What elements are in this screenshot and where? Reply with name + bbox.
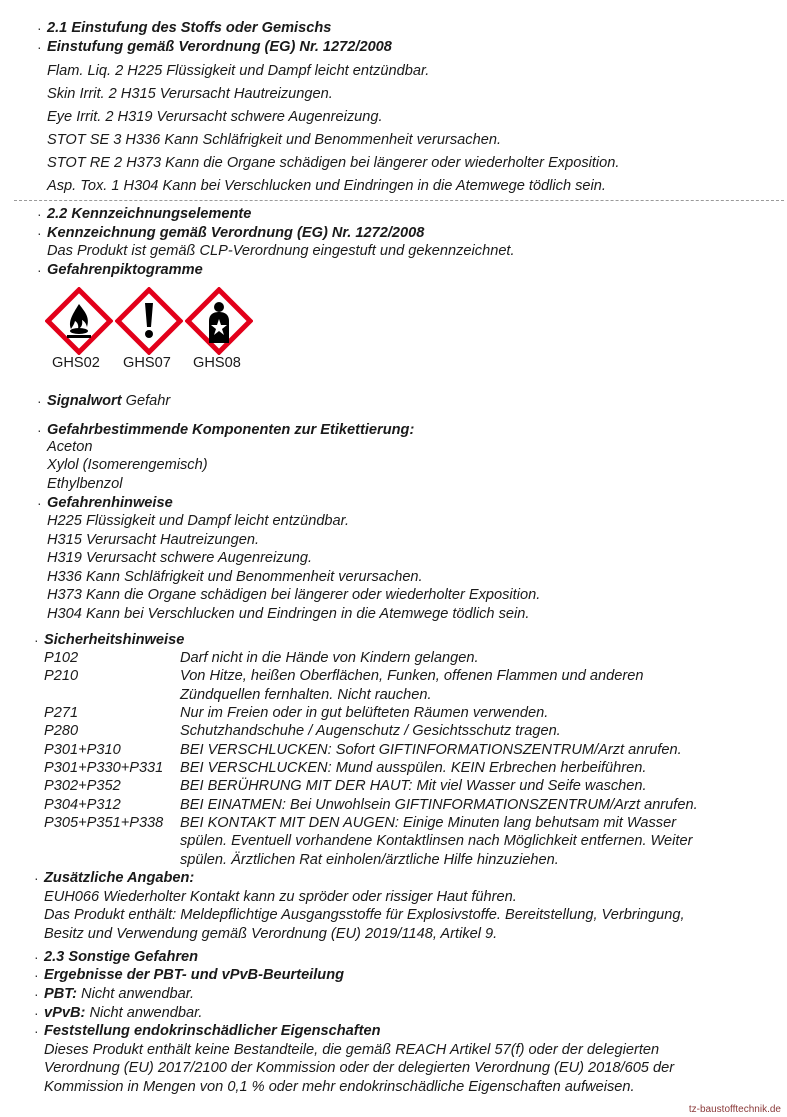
endocrine-line: Verordnung (EU) 2017/2100 der Kommission oder der delegierten Verordnung (EU) 2018/605 der: [44, 1060, 675, 1076]
precaution-code: P280: [44, 723, 79, 739]
classification-line: STOT RE 2 H373 Kann die Organe schädigen bei längerer oder wiederholter Exposition.: [47, 155, 620, 171]
precaution-text: BEI VERSCHLUCKEN: Mund ausspülen. KEIN Erbrechen herbeiführen.: [180, 760, 647, 776]
signal-word-value: Gefahr: [125, 393, 171, 409]
classification-subtitle: Einstufung gemäß Verordnung (EG) Nr. 1272/2008: [47, 39, 392, 55]
precaution-text: BEI KONTAKT MIT DEN AUGEN: Einige Minuten lang behutsam mit Wasser: [180, 815, 677, 831]
classification-line: Skin Irrit. 2 H315 Verursacht Hautreizungen.: [47, 86, 333, 102]
precaution-text: Nur im Freien oder in gut belüfteten Räumen verwenden.: [180, 705, 549, 721]
pictogram-label: GHS08: [193, 355, 241, 371]
signal-word-label: Signalwort: [47, 393, 122, 409]
hazard-statement: H225 Flüssigkeit und Dampf leicht entzündbar.: [47, 513, 350, 529]
bullet: ·: [34, 1005, 39, 1021]
components-title: Gefahrbestimmende Komponenten zur Etikettierung:: [47, 422, 415, 438]
vpvb-label: vPvB:: [44, 1005, 86, 1021]
endocrine-line: Dieses Produkt enthält keine Bestandteile, die gemäß REACH Artikel 57(f) oder der delegierten: [44, 1042, 660, 1058]
precaution-text: spülen. Ärztlichen Rat einholen/ärztliche Hilfe hinzuziehen.: [180, 852, 559, 868]
precaution-text: spülen. Eventuell vorhandene Kontaktlinsen nach Möglichkeit entfernen. Weiter: [180, 833, 693, 849]
component-item: Xylol (Isomerengemisch): [47, 457, 208, 473]
classification-line: Asp. Tox. 1 H304 Kann bei Verschlucken und Eindringen in die Atemwege tödlich sein.: [47, 178, 606, 194]
precaution-text: Schutzhandschuhe / Augenschutz / Gesichtsschutz tragen.: [180, 723, 561, 739]
additional-line: Besitz und Verwendung gemäß Verordnung (EU) 2019/1148, Artikel 9.: [44, 926, 498, 942]
bullet: ·: [37, 225, 42, 241]
signal-word: [47, 392, 170, 410]
section-title-2-2: 2.2 Kennzeichnungselemente: [47, 206, 252, 222]
bullet: ·: [34, 870, 39, 886]
bullet: ·: [34, 1023, 39, 1039]
labelling-subtitle: Kennzeichnung gemäß Verordnung (EG) Nr. 1272/2008: [47, 225, 425, 241]
additional-line: Das Produkt enthält: Meldepflichtige Ausgangsstoffe für Explosivstoffe. Bereitstellung, Verbringung,: [44, 907, 685, 923]
precaution-code: P210: [44, 668, 79, 684]
precaution-text: Darf nicht in die Hände von Kindern gelangen.: [180, 650, 479, 666]
bullet: ·: [37, 262, 42, 278]
bullet: ·: [34, 949, 39, 965]
component-item: Ethylbenzol: [47, 476, 123, 492]
bullet: ·: [34, 967, 39, 983]
precaution-text: Von Hitze, heißen Oberflächen, Funken, offenen Flammen und anderen: [180, 668, 644, 684]
hazard-statement: H319 Verursacht schwere Augenreizung.: [47, 550, 312, 566]
bullet: ·: [37, 495, 42, 511]
precaution-code: P301+P310: [44, 742, 121, 758]
pictograms-title: Gefahrenpiktogramme: [47, 262, 203, 278]
bullet: ·: [37, 206, 42, 222]
precaution-text: BEI VERSCHLUCKEN: Sofort GIFTINFORMATIONSZENTRUM/Arzt anrufen.: [180, 742, 682, 758]
precaution-text: BEI EINATMEN: Bei Unwohlsein GIFTINFORMATIONSZENTRUM/Arzt anrufen.: [180, 797, 698, 813]
clp-note: Das Produkt ist gemäß CLP-Verordnung eingestuft und gekennzeichnet.: [47, 243, 515, 259]
health-hazard-pictogram-icon: [185, 287, 253, 355]
endocrine-title: Feststellung endokrinschädlicher Eigenschaften: [44, 1023, 381, 1039]
precaution-code: P302+P352: [44, 778, 121, 794]
precaution-text: BEI BERÜHRUNG MIT DER HAUT: Mit viel Wasser und Seife waschen.: [180, 778, 647, 794]
pbt-value: Nicht anwendbar.: [81, 986, 195, 1002]
section-title-2-3: 2.3 Sonstige Gefahren: [44, 949, 199, 965]
precaution-code: P305+P351+P338: [44, 815, 164, 831]
precaution-code: P301+P330+P331: [44, 760, 164, 776]
hazard-statement: H373 Kann die Organe schädigen bei längerer oder wiederholter Exposition.: [47, 587, 541, 603]
bullet: ·: [34, 986, 39, 1002]
pictogram-label: GHS07: [123, 355, 171, 371]
bullet: ·: [37, 20, 42, 36]
hazards-title: Gefahrenhinweise: [47, 495, 173, 511]
pbt-title: Ergebnisse der PBT- und vPvB-Beurteilung: [44, 967, 345, 983]
bullet: ·: [37, 422, 42, 438]
precaution-code: P102: [44, 650, 79, 666]
vpvb-value: Nicht anwendbar.: [89, 1005, 203, 1021]
pictogram-label: GHS02: [52, 355, 100, 371]
additional-title: Zusätzliche Angaben:: [44, 870, 195, 886]
hazard-statement: H315 Verursacht Hautreizungen.: [47, 532, 260, 548]
vpvb-row: [44, 1004, 202, 1022]
hazard-statement: H336 Kann Schläfrigkeit und Benommenheit verursachen.: [47, 569, 423, 585]
classification-line: Flam. Liq. 2 H225 Flüssigkeit und Dampf leicht entzündbar.: [47, 63, 430, 79]
precaution-text: Zündquellen fernhalten. Nicht rauchen.: [180, 687, 432, 703]
component-item: Aceton: [47, 439, 93, 455]
precaution-code: P271: [44, 705, 79, 721]
pbt-row: [44, 985, 194, 1003]
classification-line: STOT SE 3 H336 Kann Schläfrigkeit und Benommenheit verursachen.: [47, 132, 502, 148]
flame-pictogram-icon: [45, 287, 113, 355]
section-divider: [14, 200, 784, 201]
precautions-title: Sicherheitshinweise: [44, 632, 185, 648]
classification-line: Eye Irrit. 2 H319 Verursacht schwere Augenreizung.: [47, 109, 383, 125]
precaution-code: P304+P312: [44, 797, 121, 813]
additional-line: EUH066 Wiederholter Kontakt kann zu spröder oder rissiger Haut führen.: [44, 889, 517, 905]
bullet: ·: [37, 393, 42, 409]
endocrine-line: Kommission in Mengen von 0,1 % oder mehr endokrinschädliche Eigenschaften aufweisen.: [44, 1079, 635, 1095]
pbt-label: PBT:: [44, 986, 77, 1002]
section-title-2-1: 2.1 Einstufung des Stoffs oder Gemischs: [47, 20, 332, 36]
hazard-statement: H304 Kann bei Verschlucken und Eindringen in die Atemwege tödlich sein.: [47, 606, 530, 622]
bullet: ·: [34, 632, 39, 648]
exclamation-pictogram-icon: [115, 287, 183, 355]
bullet: ·: [37, 39, 42, 55]
footer-website: tz-baustofftechnik.de: [688, 1104, 781, 1115]
